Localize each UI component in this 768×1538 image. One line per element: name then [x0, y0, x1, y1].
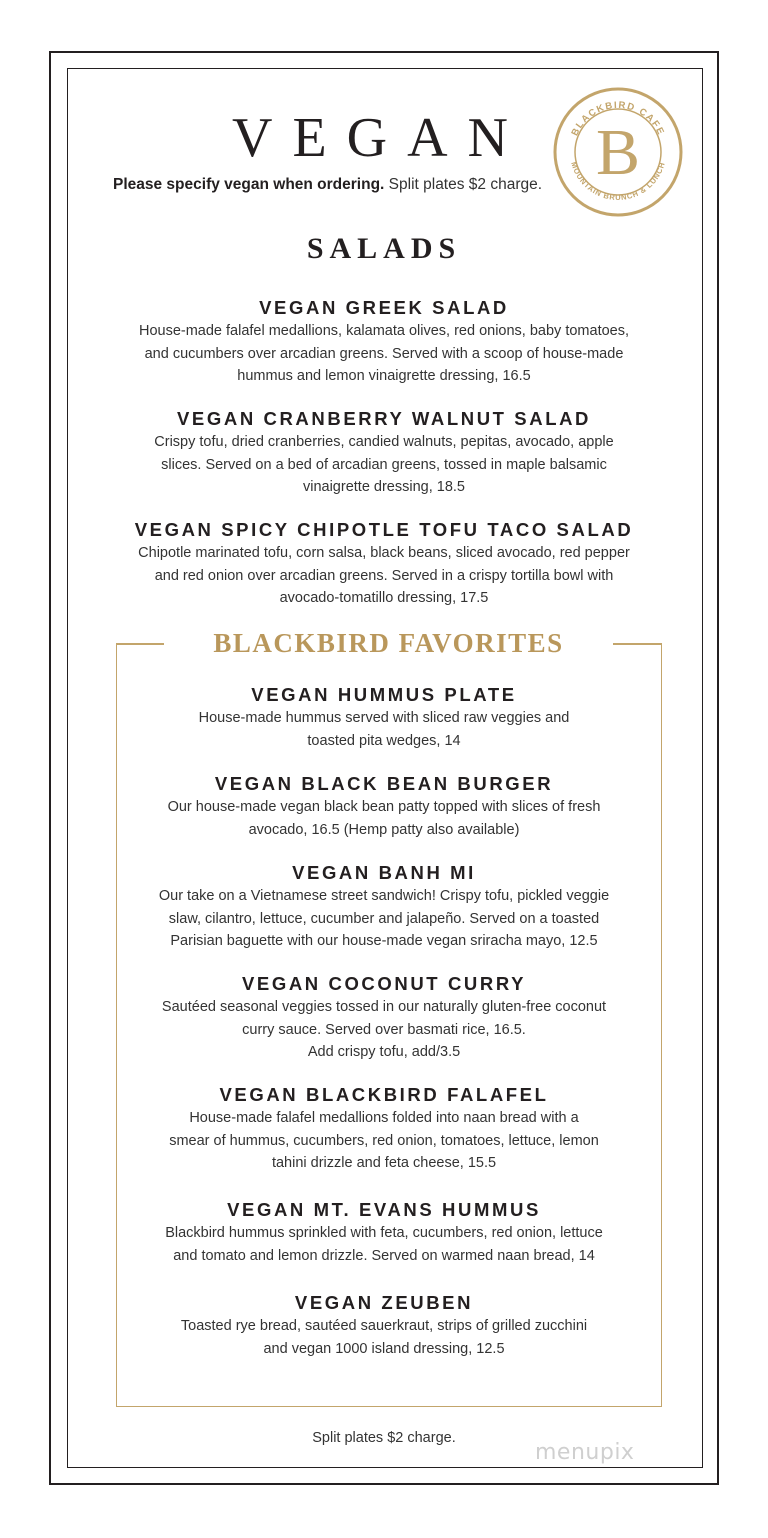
logo-ring-bottom: MOUNTAIN BRUNCH & LUNCH	[569, 160, 667, 203]
favorite-item	[100, 1083, 668, 1175]
item-name: VEGAN BLACK BEAN BURGER	[214, 773, 554, 794]
item-desc-line: and cucumbers over arcadian greens. Served with a scoop of house-made	[144, 345, 624, 362]
item-desc-line: Our house-made vegan black bean patty topped with slices of fresh	[167, 799, 601, 815]
item-desc-line: Blackbird hummus sprinkled with feta, cucumbers, red onion, lettuce	[165, 1225, 603, 1241]
item-desc-line: and red onion over arcadian greens. Served in a crispy tortilla bowl with	[154, 567, 614, 584]
item-name: VEGAN HUMMUS PLATE	[251, 684, 517, 705]
favorite-item	[100, 1291, 668, 1360]
item-desc-line: Add crispy tofu, add/3.5	[307, 1044, 461, 1060]
item-name: VEGAN BANH MI	[292, 862, 476, 883]
item-name: VEGAN BLACKBIRD FALAFEL	[219, 1084, 549, 1105]
favorite-item	[100, 683, 668, 752]
favorite-item	[100, 1198, 668, 1267]
logo-ring-top: BLACKBIRD CAFE	[569, 99, 667, 138]
salads-heading: SALADS	[306, 232, 462, 265]
item-desc-line: Crispy tofu, dried cranberries, candied walnuts, pepitas, avocado, apple	[154, 434, 614, 450]
watermark: menupix	[535, 1440, 635, 1465]
item-desc-line: House-made falafel medallions folded into naan bread with a	[189, 1110, 579, 1126]
ordering-note-rest: Split plates $2 charge.	[384, 176, 543, 193]
item-desc-line: Our take on a Vietnamese street sandwich! Crispy tofu, pickled veggie	[158, 888, 610, 904]
item-desc-line: vinaigrette dressing, 18.5	[302, 479, 465, 495]
blackbird-cafe-logo-icon	[552, 86, 684, 218]
item-desc-line: House-made falafel medallions, kalamata olives, red onions, baby tomatoes,	[138, 323, 630, 339]
item-desc-line: slaw, cilantro, lettuce, cucumber and jalapeño. Served on a toasted	[168, 910, 600, 927]
favorite-item	[100, 861, 668, 953]
logo-letter: B	[595, 116, 641, 189]
item-name: VEGAN GREEK SALAD	[259, 297, 509, 318]
favorite-item	[100, 972, 668, 1064]
item-desc-line: hummus and lemon vinaigrette dressing, 16.5	[237, 368, 531, 384]
favorites-heading: BLACKBIRD FAVORITES	[213, 628, 564, 658]
item-desc-line: House-made hummus served with sliced raw veggies and	[198, 710, 570, 726]
page-title: VEGAN	[232, 107, 528, 169]
item-desc-line: smear of hummus, cucumbers, red onion, tomatoes, lettuce, lemon	[169, 1132, 599, 1149]
salad-item	[100, 407, 668, 499]
item-desc-line: Toasted rye bread, sautéed sauerkraut, strips of grilled zucchini	[180, 1318, 588, 1334]
footer-note: Split plates $2 charge.	[312, 1430, 456, 1446]
item-desc-line: Chipotle marinated tofu, corn salsa, black beans, sliced avocado, red pepper	[138, 545, 630, 561]
favorites-box-top-right	[613, 643, 662, 645]
favorite-item	[100, 772, 668, 841]
salad-item	[100, 296, 668, 388]
item-desc-line: and tomato and lemon drizzle. Served on warmed naan bread, 14	[173, 1247, 595, 1264]
favorites-box-top-left	[116, 643, 164, 645]
item-name: VEGAN CRANBERRY WALNUT SALAD	[176, 408, 592, 429]
item-name: VEGAN COCONUT CURRY	[241, 973, 527, 994]
item-name: VEGAN SPICY CHIPOTLE TOFU TACO SALAD	[134, 519, 634, 540]
item-desc-line: toasted pita wedges, 14	[307, 732, 461, 749]
item-desc-line: Sautéed seasonal veggies tossed in our naturally gluten-free coconut	[161, 999, 607, 1015]
item-desc-line: tahini drizzle and feta cheese, 15.5	[271, 1155, 497, 1171]
item-desc-line: curry sauce. Served over basmati rice, 16.5.	[242, 1021, 526, 1038]
item-desc-line: avocado-tomatillo dressing, 17.5	[279, 590, 489, 606]
item-name: VEGAN MT. EVANS HUMMUS	[227, 1199, 541, 1220]
item-desc-line: avocado, 16.5 (Hemp patty also available)	[248, 821, 520, 838]
salad-item	[100, 518, 668, 610]
ordering-note-bold: Please specify vegan when ordering.	[113, 176, 385, 193]
item-desc-line: Parisian baguette with our house-made vegan sriracha mayo, 12.5	[170, 933, 598, 949]
item-desc-line: slices. Served on a bed of arcadian greens, tossed in maple balsamic	[161, 456, 607, 473]
item-desc-line: and vegan 1000 island dressing, 12.5	[263, 1340, 505, 1357]
ordering-note	[113, 176, 542, 194]
item-name: VEGAN ZEUBEN	[294, 1292, 474, 1313]
